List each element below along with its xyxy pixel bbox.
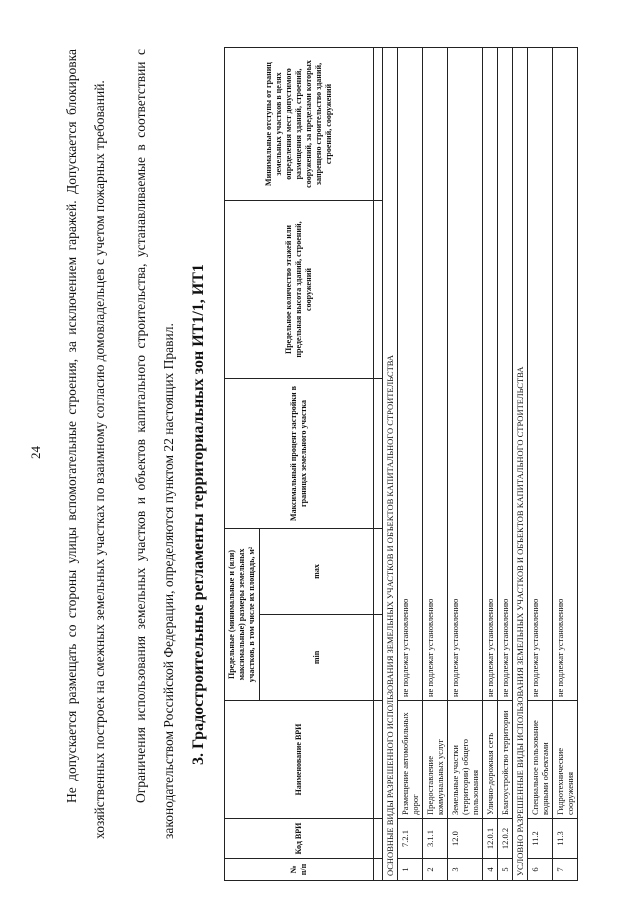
header-min: min — [260, 615, 374, 701]
row-name: Предоставление коммунальных услуг — [423, 701, 448, 819]
table-row — [498, 48, 513, 881]
row-num: 6 — [528, 859, 553, 881]
table-row — [483, 48, 498, 881]
table-row — [398, 48, 423, 881]
row-value: не подлежат установлению — [483, 48, 498, 701]
row-num: 4 — [483, 859, 498, 881]
row-value: не подлежат установлению — [423, 48, 448, 701]
row-code: 11.3 — [553, 819, 578, 859]
regulations-table — [224, 47, 578, 881]
section-main-uses: ОСНОВНЫЕ ВИДЫ РАЗРЕШЕННОГО ИСПОЛЬЗОВАНИЯ ЗЕМЕЛЬНЫХ УЧАСТКОВ И ОБЪЕКТОВ КАПИТАЛЬНОГО СТРОИТЕЛЬСТВА — [383, 48, 398, 881]
row-value: не подлежат установлению — [448, 48, 483, 701]
paragraph-garages-text: Не допускается размещать со стороны улицы вспомогательные строения, за исключением гаражей. Допускается блокировка хозяйственных построек на смежных земельных участках по взаимному согласию домовладельцев с учетом пожарных требований. — [64, 49, 107, 839]
table-row — [423, 48, 448, 881]
row-code: 11.2 — [528, 819, 553, 859]
table-row — [528, 48, 553, 881]
header-floors: Предельное количество этажей или предельная высота зданий, строений, сооружений — [225, 201, 374, 379]
row-value: не подлежат установлению — [553, 48, 578, 701]
table-row — [448, 48, 483, 881]
row-num: 2 — [423, 859, 448, 881]
row-num: 3 — [448, 859, 483, 881]
row-value: не подлежат установлению — [498, 48, 513, 701]
row-code: 3.1.1 — [423, 819, 448, 859]
header-name: Наименование ВРИ — [225, 701, 374, 819]
row-value: не подлежат установлению — [398, 48, 423, 701]
row-num: 5 — [498, 859, 513, 881]
header-num: № п/п — [225, 859, 374, 881]
section-title: 3. Градостроительные регламенты территориальных зон ИТ1/1, ИТ1 — [190, 264, 207, 765]
row-code: 7.2.1 — [398, 819, 423, 859]
header-percent: Максимальный процент застройки в границах земельного участка — [225, 379, 374, 529]
row-code: 12.0.1 — [483, 819, 498, 859]
paragraph-garages — [58, 49, 114, 839]
header-code: Код ВРИ — [225, 819, 374, 859]
row-num: 1 — [398, 859, 423, 881]
row-name: Специальное пользование водными объектами — [528, 701, 553, 819]
header-setbacks: Минимальные отступы от границ земельных участков в целях определения мест допустимого размещения зданий, строений, сооружений, за пределами которых запрещено строительство зданий, строений, сооружений — [225, 48, 374, 201]
row-code: 12.0 — [448, 819, 483, 859]
table-row — [553, 48, 578, 881]
row-name: Земельные участки (территории) общего пользования — [448, 701, 483, 819]
row-name: Улично-дорожная сеть — [483, 701, 498, 819]
row-name: Гидротехнические сооружения — [553, 701, 578, 819]
row-name: Благоустройство территории — [498, 701, 513, 819]
section-conditional-uses: УСЛОВНО РАЗРЕШЕННЫЕ ВИДЫ ИСПОЛЬЗОВАНИЯ ЗЕМЕЛЬНЫХ УЧАСТКОВ И ОБЪЕКТОВ КАПИТАЛЬНОГО СТРОИТЕЛЬСТВА — [513, 48, 528, 881]
header-sizes: Предельные (минимальные и (или) максимальные) размеры земельных участков, в том числе их площадь, м² — [225, 529, 260, 701]
header-max: max — [260, 529, 374, 615]
row-num: 7 — [553, 859, 578, 881]
page-number: 24 — [28, 446, 43, 459]
row-code: 12.0.2 — [498, 819, 513, 859]
paragraph-restrictions — [127, 49, 183, 839]
paragraph-restrictions-text: Ограничения использования земельных участков и объектов капитального строительства, устанавливаемые в соответствии с законодательством Российской Федерации, определяются пунктом 22 настоящих Правил. — [133, 49, 176, 839]
row-name: Размещение автомобильных дорог — [398, 701, 423, 819]
row-value: не подлежат установлению — [528, 48, 553, 701]
